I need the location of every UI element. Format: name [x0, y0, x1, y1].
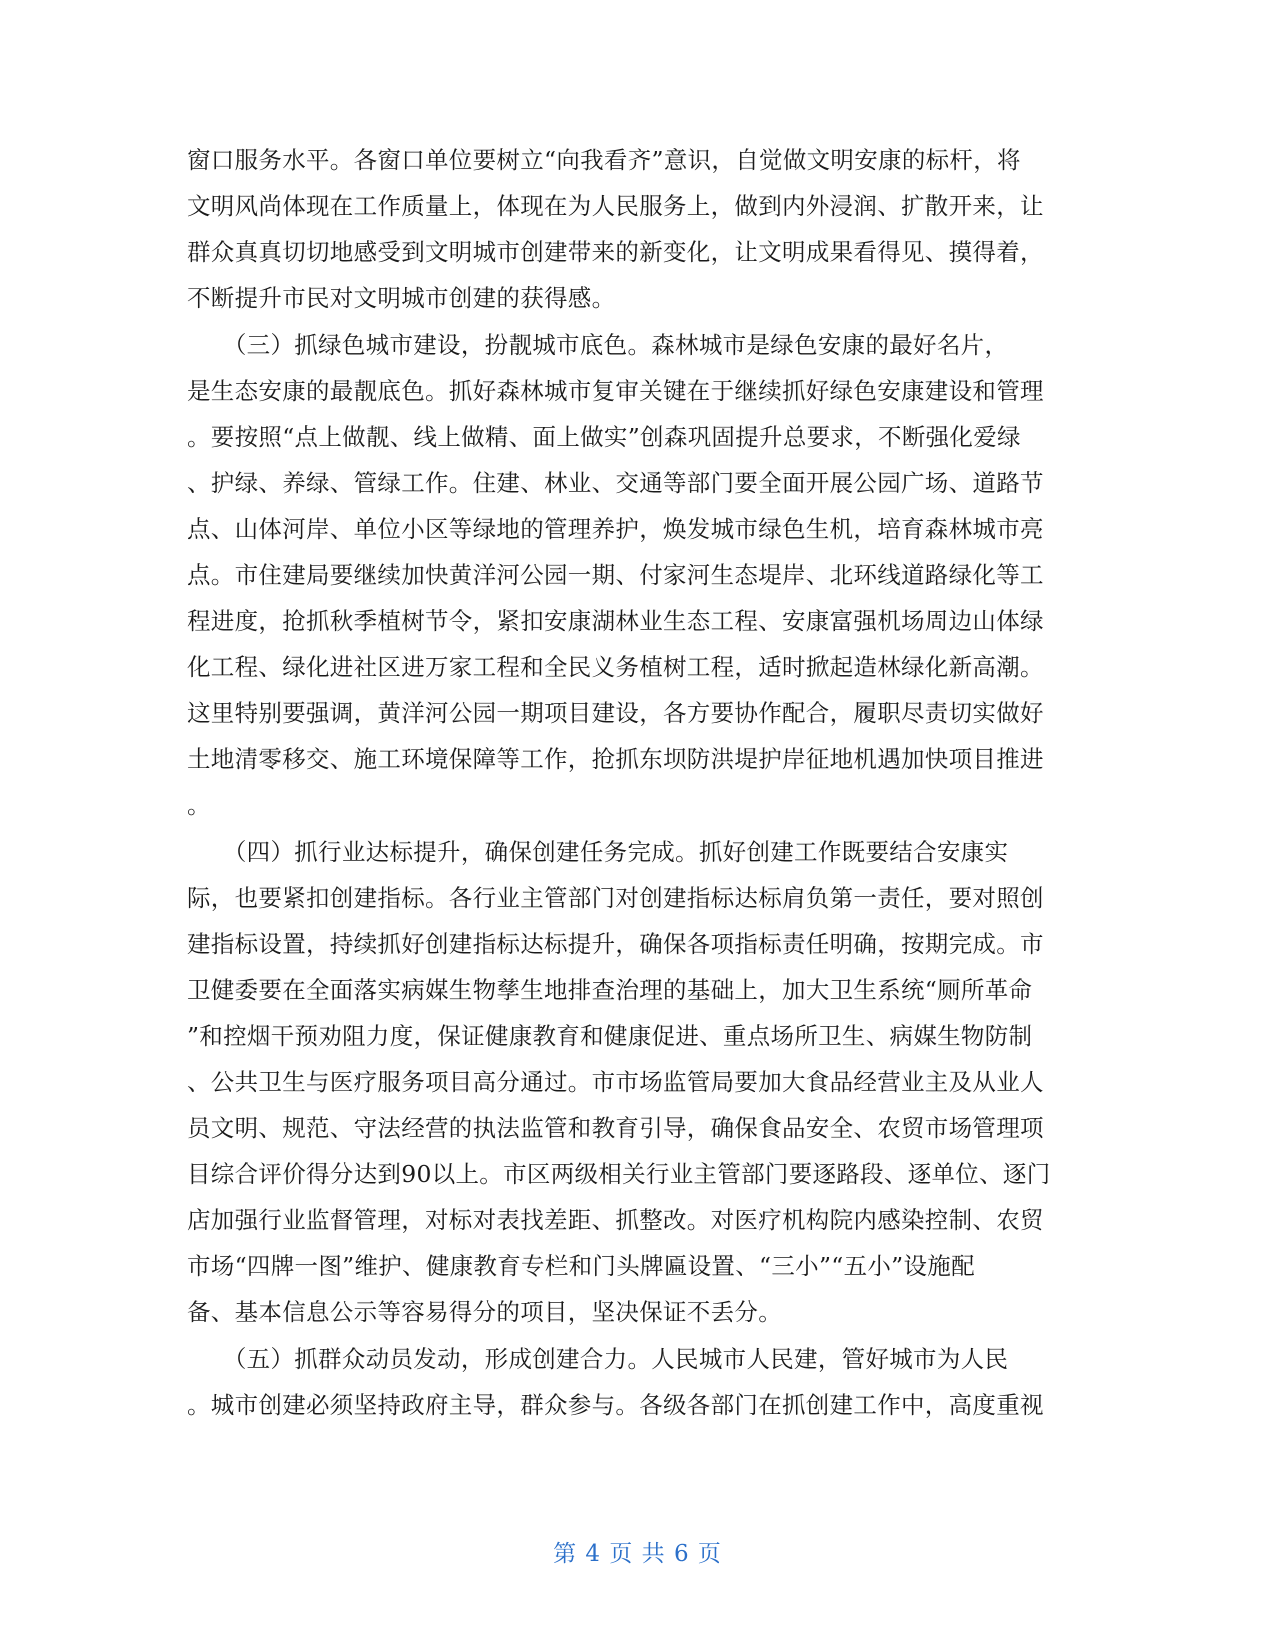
- text-line: 这里特别要强调，黄洋河公园一期项目建设，各方要协作配合，履职尽责切实做好: [187, 699, 1044, 727]
- text-line: 。: [187, 791, 211, 819]
- text-line: 点、山体河岸、单位小区等绿地的管理养护，焕发城市绿色生机，培育森林城市亮: [187, 515, 1044, 543]
- text-line: 程进度，抢抓秋季植树节令，紧扣安康湖林业生态工程、安康富强机场周边山体绿: [187, 607, 1044, 635]
- text-line: 化工程、绿化进社区进万家工程和全民义务植树工程，适时掀起造林绿化新高潮。: [187, 653, 1044, 681]
- text-line: 是生态安康的最靓底色。抓好森林城市复审关键在于继续抓好绿色安康建设和管理: [187, 377, 1044, 405]
- text-line: 店加强行业监督管理，对标对表找差距、抓整改。对医疗机构院内感染控制、农贸: [187, 1206, 1044, 1234]
- text-line: 不断提升市民对文明城市创建的获得感。: [187, 284, 616, 312]
- text-line: 点。市住建局要继续加快黄洋河公园一期、付家河生态堤岸、北环线道路绿化等工: [187, 561, 1044, 589]
- text-line: 。城市创建必须坚持政府主导，群众参与。各级各部门在抓创建工作中，高度重视: [187, 1391, 1044, 1419]
- text-line: 卫健委要在全面落实病媒生物孳生地排查治理的基础上，加大卫生系统“厕所革命: [187, 976, 1033, 1004]
- text-line: （三）抓绿色城市建设，扮靓城市底色。森林城市是绿色安康的最好名片，: [187, 331, 1009, 359]
- text-line: （五）抓群众动员发动，形成创建合力。人民城市人民建，管好城市为人民: [187, 1345, 1009, 1373]
- page-number-footer: 第 4 页 共 6 页: [553, 1541, 722, 1567]
- text-line: 、公共卫生与医疗服务项目高分通过。市市场监管局要加大食品经营业主及从业人: [187, 1068, 1044, 1096]
- text-line: 文明风尚体现在工作质量上，体现在为人民服务上，做到内外浸润、扩散开来，让: [187, 192, 1044, 220]
- text-line: 员文明、规范、守法经营的执法监管和教育引导，确保食品安全、农贸市场管理项: [187, 1114, 1044, 1142]
- text-line: ”和控烟干预劝阻力度，保证健康教育和健康促进、重点场所卫生、病媒生物防制: [187, 1022, 1033, 1050]
- text-line: 际，也要紧扣创建指标。各行业主管部门对创建指标达标肩负第一责任，要对照创: [187, 884, 1044, 912]
- text-line: 。要按照“点上做靓、线上做精、面上做实”创森巩固提升总要求，不断强化爱绿: [187, 423, 1021, 451]
- text-line: 目综合评价得分达到90以上。市区两级相关行业主管部门要逐路段、逐单位、逐门: [187, 1160, 1051, 1188]
- text-line: （四）抓行业达标提升，确保创建任务完成。抓好创建工作既要结合安康实: [187, 838, 1009, 866]
- text-line: 土地清零移交、施工环境保障等工作，抢抓东坝防洪堤护岸征地机遇加快项目推进: [187, 745, 1044, 773]
- text-line: 群众真真切切地感受到文明城市创建带来的新变化，让文明成果看得见、摸得着，: [187, 238, 1044, 266]
- text-line: 备、基本信息公示等容易得分的项目，坚决保证不丢分。: [187, 1298, 782, 1326]
- text-line: 、护绿、养绿、管绿工作。住建、林业、交通等部门要全面开展公园广场、道路节: [187, 469, 1044, 497]
- text-line: 建指标设置，持续抓好创建指标达标提升，确保各项指标责任明确，按期完成。市: [187, 930, 1044, 958]
- text-line: 市场“四牌一图”维护、健康教育专栏和门头牌匾设置、“三小”“五小”设施配: [187, 1252, 975, 1280]
- text-line: 窗口服务水平。各窗口单位要树立“向我看齐”意识，自觉做文明安康的标杆，将: [187, 146, 1021, 174]
